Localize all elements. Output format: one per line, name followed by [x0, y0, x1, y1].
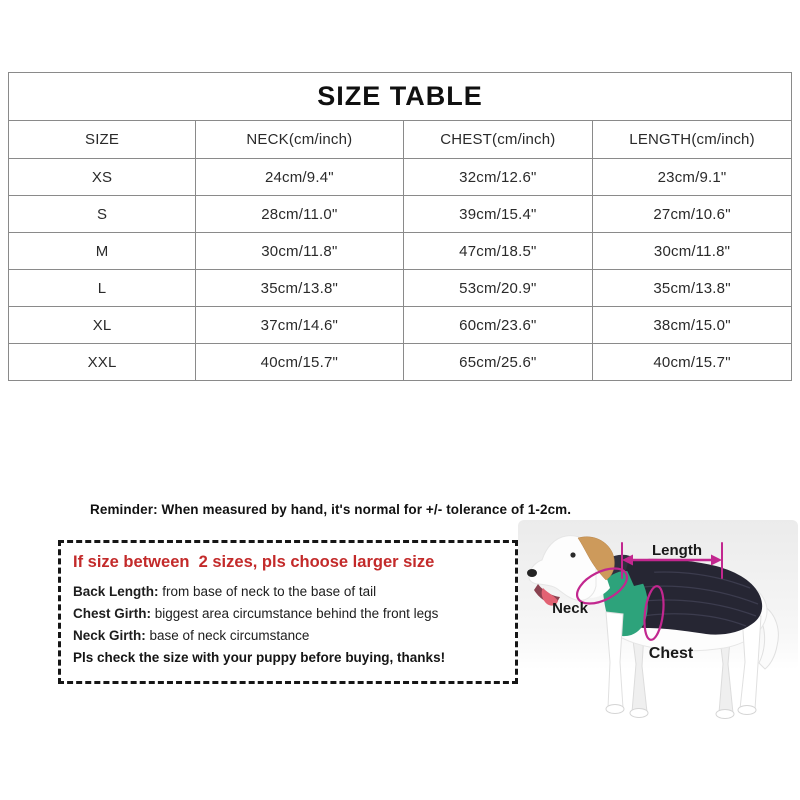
cell-size: XXL [9, 344, 196, 381]
cell-length: 35cm/13.8" [593, 270, 792, 307]
table-row [9, 307, 792, 344]
note-title: If size between 2 sizes, pls choose larger size [73, 553, 435, 571]
column-header-chest: CHEST(cm/inch) [403, 121, 592, 159]
definition-neck-girth [73, 625, 503, 647]
definition-label: Neck Girth: [73, 628, 146, 643]
table-title-row [9, 73, 792, 121]
cell-size: S [9, 196, 196, 233]
cell-chest: 39cm/15.4" [403, 196, 592, 233]
label-neck: Neck [552, 600, 588, 617]
dog-measurement-figure [518, 512, 800, 727]
label-chest: Chest [648, 645, 694, 662]
definition-text: from base of neck to the base of tail [158, 584, 377, 599]
dog-eye [570, 552, 575, 557]
cell-length: 23cm/9.1" [593, 159, 792, 196]
cell-neck: 40cm/15.7" [196, 344, 403, 381]
table-row [9, 233, 792, 270]
cell-chest: 47cm/18.5" [403, 233, 592, 270]
definition-back-length [73, 581, 503, 603]
cell-length: 40cm/15.7" [593, 344, 792, 381]
cell-neck: 24cm/9.4" [196, 159, 403, 196]
cell-length: 30cm/11.8" [593, 233, 792, 270]
table-row [9, 196, 792, 233]
cell-neck: 35cm/13.8" [196, 270, 403, 307]
column-header-size: SIZE [9, 121, 196, 159]
cell-length: 27cm/10.6" [593, 196, 792, 233]
cell-chest: 32cm/12.6" [403, 159, 592, 196]
column-header-neck: NECK(cm/inch) [196, 121, 403, 159]
dog-illustration [518, 512, 800, 727]
cell-neck: 37cm/14.6" [196, 307, 403, 344]
definition-chest-girth [73, 603, 503, 625]
cell-neck: 30cm/11.8" [196, 233, 403, 270]
table-row [9, 159, 792, 196]
cell-size: XL [9, 307, 196, 344]
cell-chest: 53cm/20.9" [403, 270, 592, 307]
cell-size: M [9, 233, 196, 270]
dog-nose [527, 569, 537, 577]
sizing-note-box [58, 540, 518, 684]
table-row [9, 270, 792, 307]
definition-label: Chest Girth: [73, 606, 152, 621]
cell-neck: 28cm/11.0" [196, 196, 403, 233]
size-table [8, 72, 792, 381]
reminder-text: Reminder: When measured by hand, it's normal for +/- tolerance of 1-2cm. [90, 502, 572, 517]
cell-chest: 65cm/25.6" [403, 344, 592, 381]
definition-label: Back Length: [73, 584, 159, 599]
dog-paws [606, 705, 756, 719]
definition-text: biggest area circumstance behind the front legs [151, 606, 439, 621]
cell-size: L [9, 270, 196, 307]
table-row [9, 344, 792, 381]
cell-length: 38cm/15.0" [593, 307, 792, 344]
label-length: Length [652, 542, 702, 559]
table-header-row [9, 121, 792, 159]
column-header-length: LENGTH(cm/inch) [593, 121, 792, 159]
note-footer: Pls check the size with your puppy before buying, thanks! [73, 650, 446, 665]
definition-text: base of neck circumstance [145, 628, 310, 643]
table-title: SIZE TABLE [9, 73, 792, 121]
cell-chest: 60cm/23.6" [403, 307, 592, 344]
cell-size: XS [9, 159, 196, 196]
